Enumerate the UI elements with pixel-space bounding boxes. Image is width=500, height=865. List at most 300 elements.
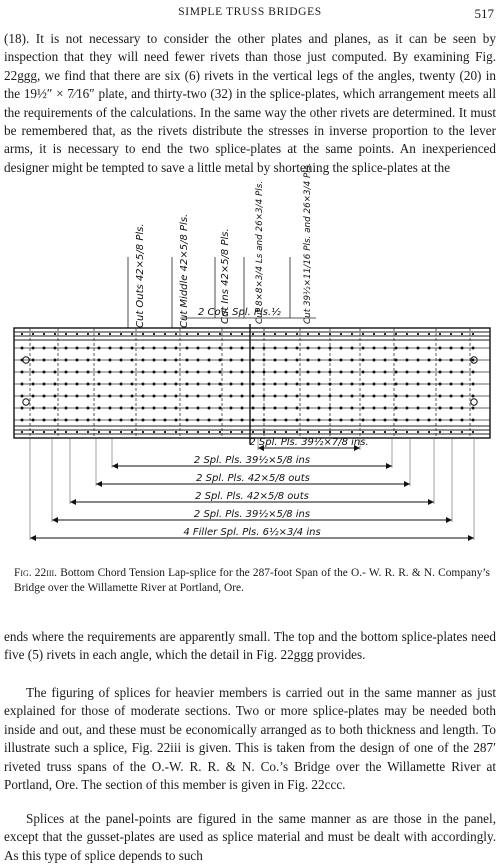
rivet bbox=[472, 371, 475, 374]
rivet bbox=[373, 395, 376, 398]
arrow-head bbox=[112, 463, 118, 469]
rivet bbox=[197, 371, 200, 374]
rivet bbox=[384, 333, 386, 335]
rivet bbox=[439, 431, 441, 433]
rivet bbox=[318, 431, 320, 433]
rivet bbox=[395, 431, 397, 433]
rivet bbox=[175, 383, 178, 386]
rivet bbox=[219, 395, 222, 398]
rivet bbox=[241, 395, 244, 398]
rivet bbox=[43, 431, 45, 433]
rivet bbox=[307, 333, 309, 335]
rivet bbox=[252, 419, 255, 422]
rivet bbox=[439, 333, 441, 335]
rivet bbox=[54, 359, 57, 362]
rivet bbox=[472, 333, 474, 335]
rivet bbox=[461, 395, 464, 398]
rivet bbox=[208, 419, 211, 422]
rivet bbox=[461, 407, 464, 410]
rivet bbox=[296, 383, 299, 386]
rivet bbox=[87, 419, 90, 422]
rivet bbox=[428, 395, 431, 398]
rivet bbox=[439, 359, 442, 362]
rivet bbox=[241, 383, 244, 386]
rivet bbox=[373, 371, 376, 374]
rivet bbox=[98, 383, 101, 386]
rivet bbox=[65, 395, 68, 398]
rivet bbox=[417, 333, 419, 335]
rivet bbox=[351, 395, 354, 398]
rivet bbox=[362, 371, 365, 374]
rivet bbox=[219, 333, 221, 335]
rivet bbox=[285, 395, 288, 398]
rivet bbox=[417, 383, 420, 386]
rivet bbox=[285, 371, 288, 374]
rivet bbox=[43, 407, 46, 410]
rivet bbox=[109, 395, 112, 398]
rivet bbox=[120, 333, 122, 335]
rivet bbox=[340, 395, 343, 398]
rivet bbox=[131, 431, 133, 433]
rivet bbox=[153, 371, 156, 374]
rivet bbox=[263, 407, 266, 410]
rivet bbox=[450, 359, 453, 362]
rivet bbox=[274, 431, 276, 433]
rivet bbox=[164, 407, 167, 410]
rivet bbox=[296, 431, 298, 433]
rivet bbox=[406, 419, 409, 422]
rivet bbox=[65, 371, 68, 374]
rivet bbox=[274, 395, 277, 398]
rivet bbox=[120, 431, 122, 433]
rivet bbox=[329, 431, 331, 433]
splice-figure bbox=[0, 162, 500, 564]
rivet bbox=[318, 333, 320, 335]
rivet bbox=[142, 407, 145, 410]
rivet bbox=[175, 407, 178, 410]
rivet bbox=[296, 419, 299, 422]
rivet bbox=[384, 347, 387, 350]
arrow-head bbox=[386, 463, 392, 469]
rivet bbox=[340, 383, 343, 386]
rivet bbox=[142, 383, 145, 386]
rivet bbox=[120, 407, 123, 410]
rivet bbox=[153, 431, 155, 433]
rivet bbox=[43, 333, 45, 335]
rivet bbox=[428, 333, 430, 335]
rivet bbox=[208, 383, 211, 386]
rivet bbox=[219, 407, 222, 410]
rivet bbox=[428, 347, 431, 350]
rivet bbox=[54, 419, 57, 422]
rivet bbox=[98, 371, 101, 374]
rivet bbox=[153, 419, 156, 422]
rivet bbox=[65, 431, 67, 433]
rivet bbox=[384, 419, 387, 422]
rivet bbox=[142, 395, 145, 398]
rivet bbox=[142, 359, 145, 362]
arrow-head bbox=[96, 481, 102, 487]
rivet bbox=[450, 383, 453, 386]
rivet bbox=[450, 419, 453, 422]
cut-label-middle: Cut Middle 42×5/8 Pls. bbox=[179, 213, 190, 328]
rivet bbox=[65, 333, 67, 335]
rivet bbox=[76, 371, 79, 374]
rivet bbox=[120, 395, 123, 398]
rivet bbox=[208, 347, 211, 350]
rivet bbox=[87, 371, 90, 374]
rivet bbox=[65, 407, 68, 410]
rivet bbox=[32, 431, 34, 433]
rivet bbox=[406, 395, 409, 398]
rivet bbox=[219, 419, 222, 422]
rivet bbox=[252, 383, 255, 386]
rivet bbox=[373, 333, 375, 335]
rivet bbox=[439, 419, 442, 422]
rivet bbox=[351, 333, 353, 335]
rivet bbox=[54, 407, 57, 410]
rivet bbox=[219, 383, 222, 386]
rivet bbox=[417, 431, 419, 433]
page-number: 517 bbox=[474, 6, 494, 21]
rivet bbox=[351, 419, 354, 422]
rivet bbox=[340, 419, 343, 422]
rivet bbox=[32, 359, 35, 362]
rivet bbox=[318, 383, 321, 386]
rivet bbox=[263, 371, 266, 374]
rivet bbox=[296, 407, 299, 410]
dimension-label: 2 Spl. Pls. 42×5/8 outs bbox=[196, 473, 310, 484]
rivet bbox=[54, 395, 57, 398]
dimension-label: 2 Spl. Pls. 42×5/8 outs bbox=[195, 491, 309, 502]
rivet bbox=[285, 383, 288, 386]
rivet bbox=[120, 347, 123, 350]
rivet bbox=[263, 395, 266, 398]
rivet bbox=[109, 333, 111, 335]
rivet bbox=[153, 333, 155, 335]
rivet bbox=[472, 419, 475, 422]
rivet bbox=[208, 333, 210, 335]
paragraph-4: Splices at the panel-points are figured in the same manner as are those in the panel, except that the gusset-plates are used as splice material and must be dealt with accordingly. As this type of splice depends to such bbox=[4, 811, 496, 863]
rivet bbox=[461, 419, 464, 422]
rivet bbox=[21, 419, 24, 422]
arrow-head bbox=[428, 499, 434, 505]
rivet bbox=[296, 333, 298, 335]
rivet bbox=[153, 359, 156, 362]
rivet bbox=[417, 395, 420, 398]
rivet bbox=[32, 371, 35, 374]
rivet bbox=[472, 395, 475, 398]
cover-plate-dimension bbox=[180, 306, 316, 318]
rivet bbox=[54, 383, 57, 386]
rivet bbox=[263, 347, 266, 350]
rivet bbox=[153, 383, 156, 386]
rivet bbox=[197, 359, 200, 362]
rivet bbox=[208, 407, 211, 410]
rivet bbox=[230, 431, 232, 433]
paragraph-3: The figuring of splices for heavier members is carried out in the same manner as just explained for those of moderate sections. Two or more splice-plates may be needed both inside and out, and these must be economically arranged as to both thickness and length. To illustrate such a splice, Fig. 22iii is given. This is taken from the design of one of the 287′ riveted truss spans of the O.-W. R. R. & N. Co.’s Bridge over the Willamette River at Portland, Ore. The section of this member is given in Fig. 22ccc. bbox=[4, 685, 496, 793]
rivet bbox=[197, 333, 199, 335]
rivet bbox=[219, 347, 222, 350]
splice-plate-dimensions bbox=[30, 436, 474, 541]
rivet bbox=[406, 359, 409, 362]
rivet bbox=[395, 347, 398, 350]
rivet bbox=[208, 371, 211, 374]
rivet bbox=[65, 419, 68, 422]
rivet bbox=[43, 395, 46, 398]
rivet bbox=[307, 347, 310, 350]
rivet bbox=[428, 359, 431, 362]
rivet bbox=[21, 333, 23, 335]
rivet bbox=[65, 347, 68, 350]
rivet bbox=[340, 371, 343, 374]
rivet bbox=[175, 419, 178, 422]
arrow-head bbox=[446, 517, 452, 523]
rivet bbox=[252, 347, 255, 350]
rivet bbox=[439, 395, 442, 398]
rivet bbox=[384, 431, 386, 433]
rivet bbox=[98, 333, 100, 335]
rivet bbox=[76, 407, 79, 410]
rivet bbox=[197, 419, 200, 422]
rivet bbox=[472, 383, 475, 386]
rivet bbox=[21, 383, 24, 386]
rivet bbox=[362, 419, 365, 422]
rivet bbox=[318, 419, 321, 422]
rivet bbox=[274, 419, 277, 422]
rivet bbox=[186, 359, 189, 362]
rivet bbox=[98, 419, 101, 422]
rivet bbox=[461, 431, 463, 433]
rivet bbox=[131, 407, 134, 410]
rivet bbox=[21, 371, 24, 374]
rivet bbox=[395, 371, 398, 374]
figure-caption-text: Bottom Chord Tension Lap-splice for the 287-foot Span of the O.- W. R. R. & N. Company’s Bridge over the Willamette River at Portland, Ore. bbox=[14, 567, 490, 594]
rivet bbox=[87, 333, 89, 335]
rivet bbox=[450, 333, 452, 335]
rivet bbox=[406, 407, 409, 410]
rivet bbox=[252, 371, 255, 374]
rivet bbox=[373, 431, 375, 433]
arrow-head bbox=[404, 481, 410, 487]
rivet bbox=[43, 419, 46, 422]
rivet bbox=[362, 383, 365, 386]
rivet bbox=[208, 359, 211, 362]
pin-hole bbox=[23, 399, 29, 405]
rivet bbox=[32, 407, 35, 410]
rivet bbox=[296, 359, 299, 362]
rivet bbox=[219, 359, 222, 362]
rivet bbox=[54, 431, 56, 433]
rivet bbox=[285, 333, 287, 335]
rivet bbox=[351, 383, 354, 386]
rivet bbox=[428, 371, 431, 374]
rivet bbox=[32, 419, 35, 422]
rivet bbox=[120, 383, 123, 386]
rivet bbox=[406, 347, 409, 350]
rivet bbox=[197, 395, 200, 398]
rivet bbox=[274, 383, 277, 386]
rivet bbox=[439, 371, 442, 374]
rivet bbox=[362, 347, 365, 350]
rivet bbox=[351, 359, 354, 362]
rivet bbox=[241, 333, 243, 335]
rivet bbox=[65, 359, 68, 362]
rivet bbox=[142, 371, 145, 374]
rivet bbox=[186, 419, 189, 422]
rivet bbox=[164, 371, 167, 374]
rivet bbox=[241, 347, 244, 350]
rivet bbox=[318, 407, 321, 410]
rivet bbox=[32, 347, 35, 350]
rivet bbox=[329, 383, 332, 386]
rivet bbox=[87, 359, 90, 362]
figure-caption bbox=[14, 566, 490, 596]
rivet bbox=[175, 359, 178, 362]
rivet bbox=[406, 333, 408, 335]
rivet bbox=[472, 407, 475, 410]
rivet bbox=[241, 407, 244, 410]
cut-label-plates: Cut 39½×11/16 Pls. and 26×3/4 Pls. bbox=[303, 162, 313, 324]
rivet bbox=[395, 383, 398, 386]
rivet bbox=[384, 395, 387, 398]
rivet bbox=[406, 431, 408, 433]
rivet bbox=[274, 407, 277, 410]
rivet bbox=[373, 359, 376, 362]
rivet bbox=[461, 359, 464, 362]
rivet bbox=[241, 359, 244, 362]
rivet bbox=[329, 347, 332, 350]
paragraph-2: ends where the requirements are apparently small. The top and the bottom splice-plates need five (5) rivets in each angle, which the detail in Fig. 22ggg provides. bbox=[4, 629, 496, 663]
rivet bbox=[340, 347, 343, 350]
rivet bbox=[428, 407, 431, 410]
rivet bbox=[142, 347, 145, 350]
rivet bbox=[384, 371, 387, 374]
arrow-head bbox=[52, 517, 58, 523]
rivet bbox=[417, 347, 420, 350]
rivet bbox=[285, 347, 288, 350]
rivet bbox=[252, 431, 254, 433]
rivet bbox=[450, 395, 453, 398]
dimension-label: 2 Spl. Pls. 39½×7/8 ins. bbox=[249, 437, 369, 448]
rivet bbox=[274, 333, 276, 335]
rivet bbox=[98, 347, 101, 350]
rivet bbox=[219, 371, 222, 374]
rivet bbox=[472, 347, 475, 350]
rivet bbox=[450, 371, 453, 374]
rivet bbox=[76, 359, 79, 362]
rivet bbox=[340, 359, 343, 362]
rivet bbox=[186, 347, 189, 350]
rivet bbox=[329, 395, 332, 398]
rivet bbox=[329, 407, 332, 410]
rivet bbox=[472, 431, 474, 433]
rivet bbox=[120, 419, 123, 422]
rivet bbox=[208, 395, 211, 398]
arrow-head bbox=[70, 499, 76, 505]
rivet bbox=[186, 395, 189, 398]
rivet bbox=[131, 333, 133, 335]
rivet bbox=[21, 407, 24, 410]
running-header bbox=[0, 6, 500, 22]
rivet bbox=[351, 407, 354, 410]
rivet bbox=[406, 371, 409, 374]
rivet bbox=[450, 407, 453, 410]
rivet bbox=[428, 383, 431, 386]
rivet bbox=[175, 347, 178, 350]
rivet bbox=[417, 407, 420, 410]
arrow-head bbox=[468, 535, 474, 541]
rivet bbox=[219, 431, 221, 433]
rivet bbox=[285, 431, 287, 433]
cover-plate-label: 2 Cov. Spl. Pls.½ bbox=[198, 307, 281, 318]
rivet bbox=[76, 383, 79, 386]
rivet bbox=[395, 395, 398, 398]
rivet bbox=[241, 371, 244, 374]
pin-hole bbox=[471, 399, 477, 405]
rivet bbox=[472, 359, 475, 362]
rivet bbox=[373, 383, 376, 386]
rivet bbox=[384, 383, 387, 386]
rivet bbox=[439, 383, 442, 386]
rivet bbox=[208, 431, 210, 433]
dimension-label: 2 Spl. Pls. 39½×5/8 ins bbox=[193, 509, 311, 520]
rivet bbox=[417, 419, 420, 422]
rivet bbox=[98, 431, 100, 433]
rivet bbox=[65, 383, 68, 386]
rivet bbox=[340, 407, 343, 410]
rivet bbox=[252, 359, 255, 362]
rivet bbox=[285, 359, 288, 362]
cut-label-ins: Cut Ins 42×5/8 Pls. bbox=[220, 228, 231, 324]
dimension-label: 4 Filler Spl. Pls. 6½×3/4 ins bbox=[183, 527, 321, 538]
rivet bbox=[87, 395, 90, 398]
rivet bbox=[131, 347, 134, 350]
rivet bbox=[263, 333, 265, 335]
rivet bbox=[340, 333, 342, 335]
rivet bbox=[109, 383, 112, 386]
paragraph-1: (18). It is not necessary to consider the other plates and planes, as it can be seen by inspection that they will need fewer rivets than those just computed. By examining Fig. 22ggg, we find that there are six (6) rivets in the vertical legs of the angles, twenty (20) in the 19½″ × 7⁄16″ plate, and thirty-two (32) in the splice-plates, which arrangement meets all the requirements of the calculations. In the same way the other rivets are determined. It must be remembered that, as the rivets distribute the stresses in inverse proportion to the lever arms, it is necessary to end the two splice-plates at the same points. An inexperienced designer might be tempted to save a little metal by shortening the splice-plates at the bbox=[4, 31, 496, 175]
vertical-cut-labels bbox=[135, 163, 313, 328]
rivet bbox=[175, 431, 177, 433]
rivet bbox=[131, 383, 134, 386]
rivet bbox=[87, 407, 90, 410]
rivet bbox=[307, 395, 310, 398]
rivet bbox=[263, 431, 265, 433]
rivet bbox=[43, 383, 46, 386]
rivet bbox=[318, 359, 321, 362]
rivet bbox=[76, 347, 79, 350]
rivet bbox=[285, 419, 288, 422]
rivet bbox=[120, 359, 123, 362]
rivet bbox=[109, 359, 112, 362]
rivet bbox=[230, 333, 232, 335]
rivet bbox=[76, 431, 78, 433]
rivet bbox=[461, 383, 464, 386]
rivet bbox=[43, 347, 46, 350]
rivet bbox=[197, 431, 199, 433]
rivet bbox=[54, 333, 56, 335]
rivet bbox=[230, 419, 233, 422]
rivet bbox=[417, 359, 420, 362]
rivet bbox=[230, 407, 233, 410]
rivet bbox=[142, 431, 144, 433]
splice-drawing bbox=[0, 162, 500, 564]
rivet bbox=[461, 347, 464, 350]
rivet bbox=[296, 371, 299, 374]
rivet bbox=[109, 431, 111, 433]
rivet bbox=[252, 395, 255, 398]
